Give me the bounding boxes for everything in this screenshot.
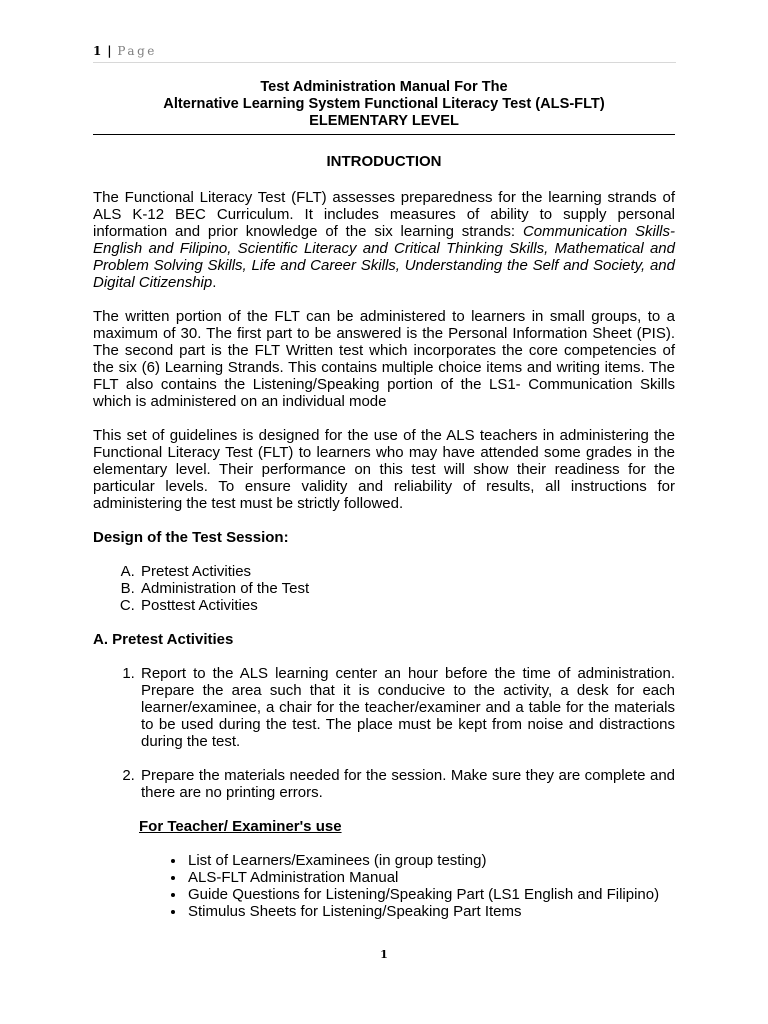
header-page-word: Page	[117, 44, 157, 58]
design-heading: Design of the Test Session:	[93, 529, 289, 546]
intro-paragraph-3: This set of guidelines is designed for the use of the ALS teachers in administering the Functional Literacy Test (FLT) to learners who may have attended some grades in the elementary level. Their performance on this test will show their readiness for the particular levels. To ensure validity and reliability of results, all instructions for administering the test must be strictly followed.	[93, 427, 675, 512]
pretest-item: 2. Prepare the materials needed for the session. Make sure they are complete and there are no printing errors.	[139, 767, 675, 801]
design-list	[93, 563, 675, 614]
document-body	[93, 79, 675, 920]
para1-end: .	[212, 274, 217, 291]
header-page-number: 1	[93, 44, 102, 58]
design-item: C. Posttest Activities	[139, 597, 675, 614]
title-divider	[93, 134, 675, 135]
section-a-heading: A. Pretest Activities	[93, 631, 234, 648]
header-separator: |	[107, 44, 112, 58]
design-item: A. Pretest Activities	[139, 563, 675, 580]
teacher-materials-list	[93, 852, 675, 920]
title-line-3: ELEMENTARY LEVEL	[309, 113, 459, 129]
design-item: B. Administration of the Test	[139, 580, 675, 597]
teacher-material-item: • ALS-FLT Administration Manual	[186, 869, 675, 886]
teacher-material-item: • Stimulus Sheets for Listening/Speaking Part Items	[186, 903, 675, 920]
title-line-2: Alternative Learning System Functional Literacy Test (ALS-FLT)	[163, 96, 605, 112]
pretest-list	[93, 665, 675, 801]
introduction-heading: INTRODUCTION	[326, 153, 442, 170]
teacher-material-item: • Guide Questions for Listening/Speaking Part (LS1 English and Filipino)	[186, 886, 675, 903]
para1-text: The Functional Literacy Test (FLT) assesses preparedness for the learning strands of ALS K-12 BEC Curriculum. It includes measures of ability to supply personal information and prior knowledge of the six learning strands:	[93, 189, 675, 240]
document-title	[93, 79, 675, 130]
title-line-1: Test Administration Manual For The	[260, 79, 508, 95]
para1-strands: Communication Skills- English and Filipino, Scientific Literacy and Critical Thinking Skills, Mathematical and Problem Solving Skills, Life and Career Skills, Understanding the Self and Society, and Digital Citizenship	[93, 223, 676, 291]
teacher-material-item: • List of Learners/Examinees (in group testing)	[186, 852, 675, 869]
intro-paragraph-1	[93, 189, 675, 291]
intro-paragraph-2: The written portion of the FLT can be administered to learners in small groups, to a maximum of 30. The first part to be answered is the Personal Information Sheet (PIS). The second part is the FLT Written test which incorporates the core competencies of the six (6) Learning Strands. This contains multiple choice items and writing items. The FLT also contains the Listening/Speaking portion of the LS1- Communication Skills which is administered on an individual mode	[93, 308, 675, 410]
footer-page-number: 1	[380, 948, 388, 961]
teacher-use-heading: For Teacher/ Examiner's use	[139, 818, 342, 835]
pretest-item: 1. Report to the ALS learning center an hour before the time of administration. Prepare the area such that it is conducive to the activity, a desk for each learner/examinee, a chair for the teacher/examiner and a table for the materials to be used during the test. The place must be kept from noise and distractions during the test.	[139, 665, 675, 750]
page-header	[93, 44, 676, 63]
